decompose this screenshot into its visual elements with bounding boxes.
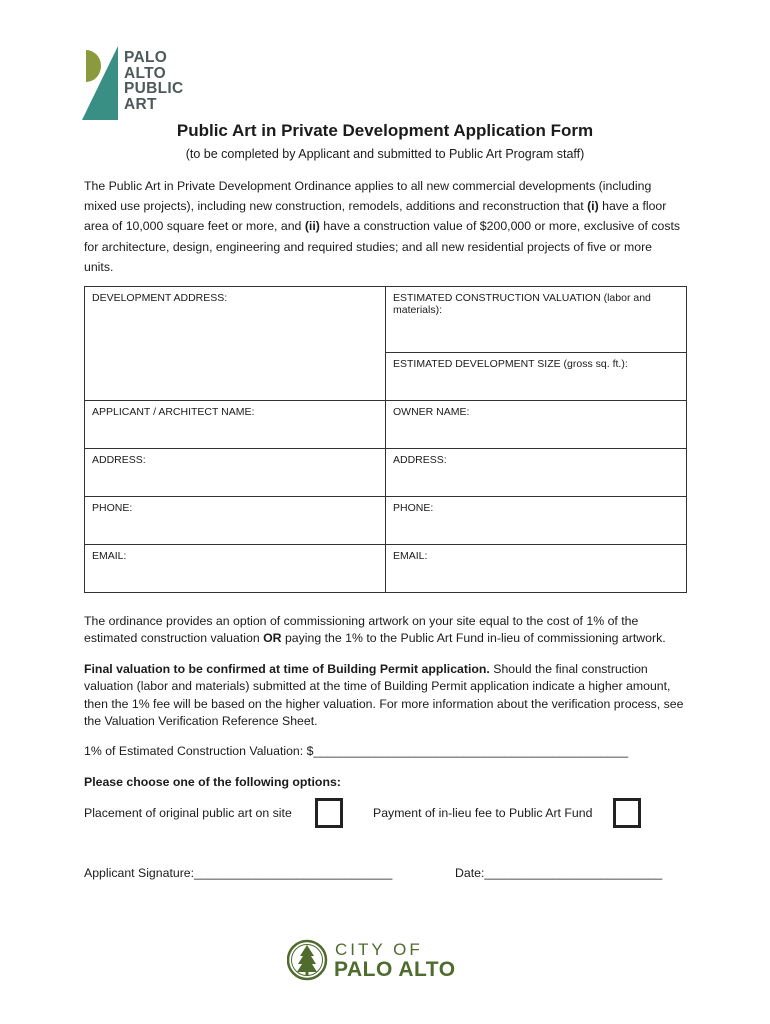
applicant-address-field[interactable]: ADDRESS: bbox=[85, 449, 386, 497]
city-of-text: CITY OF bbox=[335, 940, 423, 959]
applicant-name-field[interactable]: APPLICANT / ARCHITECT NAME: bbox=[85, 401, 386, 449]
logo-wordmark bbox=[124, 50, 184, 112]
ordinance-paragraph: The ordinance provides an option of commissioning artwork on your site equal to the cost of 1% of the estimated construction valuation OR paying the 1% to the Public Art Fund in-lieu of commissioning artwork. bbox=[84, 614, 666, 646]
applicant-signature-line[interactable]: Applicant Signature:_____________________________ bbox=[84, 866, 393, 880]
applicant-phone-field[interactable]: PHONE: bbox=[85, 497, 386, 545]
placement-checkbox[interactable] bbox=[315, 798, 343, 828]
development-address-field[interactable]: DEVELOPMENT ADDRESS: bbox=[85, 287, 386, 401]
owner-name-field[interactable]: OWNER NAME: bbox=[386, 401, 687, 449]
valuation-line[interactable]: 1% of Estimated Construction Valuation: $______________________________________________ bbox=[84, 744, 629, 758]
page-subtitle: (to be completed by Applicant and submitted to Public Art Program staff) bbox=[185, 147, 585, 161]
logo-olive-semicircle bbox=[86, 50, 101, 82]
applicant-email-field[interactable]: EMAIL: bbox=[85, 545, 386, 593]
owner-address-field[interactable]: ADDRESS: bbox=[386, 449, 687, 497]
options-heading: Please choose one of the following options: bbox=[84, 775, 341, 789]
intro-paragraph: The Public Art in Private Development Ordinance applies to all new commercial developments (including mixed use projects), including new construction, remodels, additions and reconstruction that (i) have a floor area of 10,000 square feet or more, and (ii) have a construction value of $200,000 or more, exclusive of costs for architecture, design, engineering and required studies; and all new residential projects of five or more units. bbox=[84, 179, 681, 274]
palo-alto-text: PALO ALTO bbox=[334, 958, 456, 981]
option-placement-label: Placement of original public art on site bbox=[84, 806, 292, 820]
city-of-palo-alto-logo bbox=[287, 934, 487, 990]
owner-phone-field[interactable]: PHONE: bbox=[386, 497, 687, 545]
construction-valuation-field[interactable]: ESTIMATED CONSTRUCTION VALUATION (labor and materials): bbox=[386, 287, 687, 353]
logo-line: PUBLIC bbox=[124, 80, 184, 97]
owner-email-field[interactable]: EMAIL: bbox=[386, 545, 687, 593]
option-payment-label: Payment of in-lieu fee to Public Art Fund bbox=[373, 806, 593, 820]
application-form-table bbox=[84, 286, 687, 593]
page-title: Public Art in Private Development Application Form bbox=[176, 121, 594, 140]
tree-seal-icon bbox=[288, 941, 326, 979]
payment-checkbox[interactable] bbox=[613, 798, 641, 828]
logo-line: ALTO bbox=[124, 64, 166, 82]
final-valuation-paragraph: Final valuation to be confirmed at time of Building Permit application. Should the final construction valuation (labor and materials) submitted at the time of Building Permit application indicate a higher amount, then the 1% fee will be based on the higher valuation. For more information about the verification process, see the Valuation Verification Reference Sheet. bbox=[84, 662, 684, 728]
development-size-field[interactable]: ESTIMATED DEVELOPMENT SIZE (gross sq. ft.): bbox=[386, 353, 687, 401]
logo-line: ART bbox=[124, 95, 157, 113]
logo-line: PALO bbox=[124, 49, 168, 66]
date-line[interactable]: Date:__________________________ bbox=[455, 866, 663, 880]
